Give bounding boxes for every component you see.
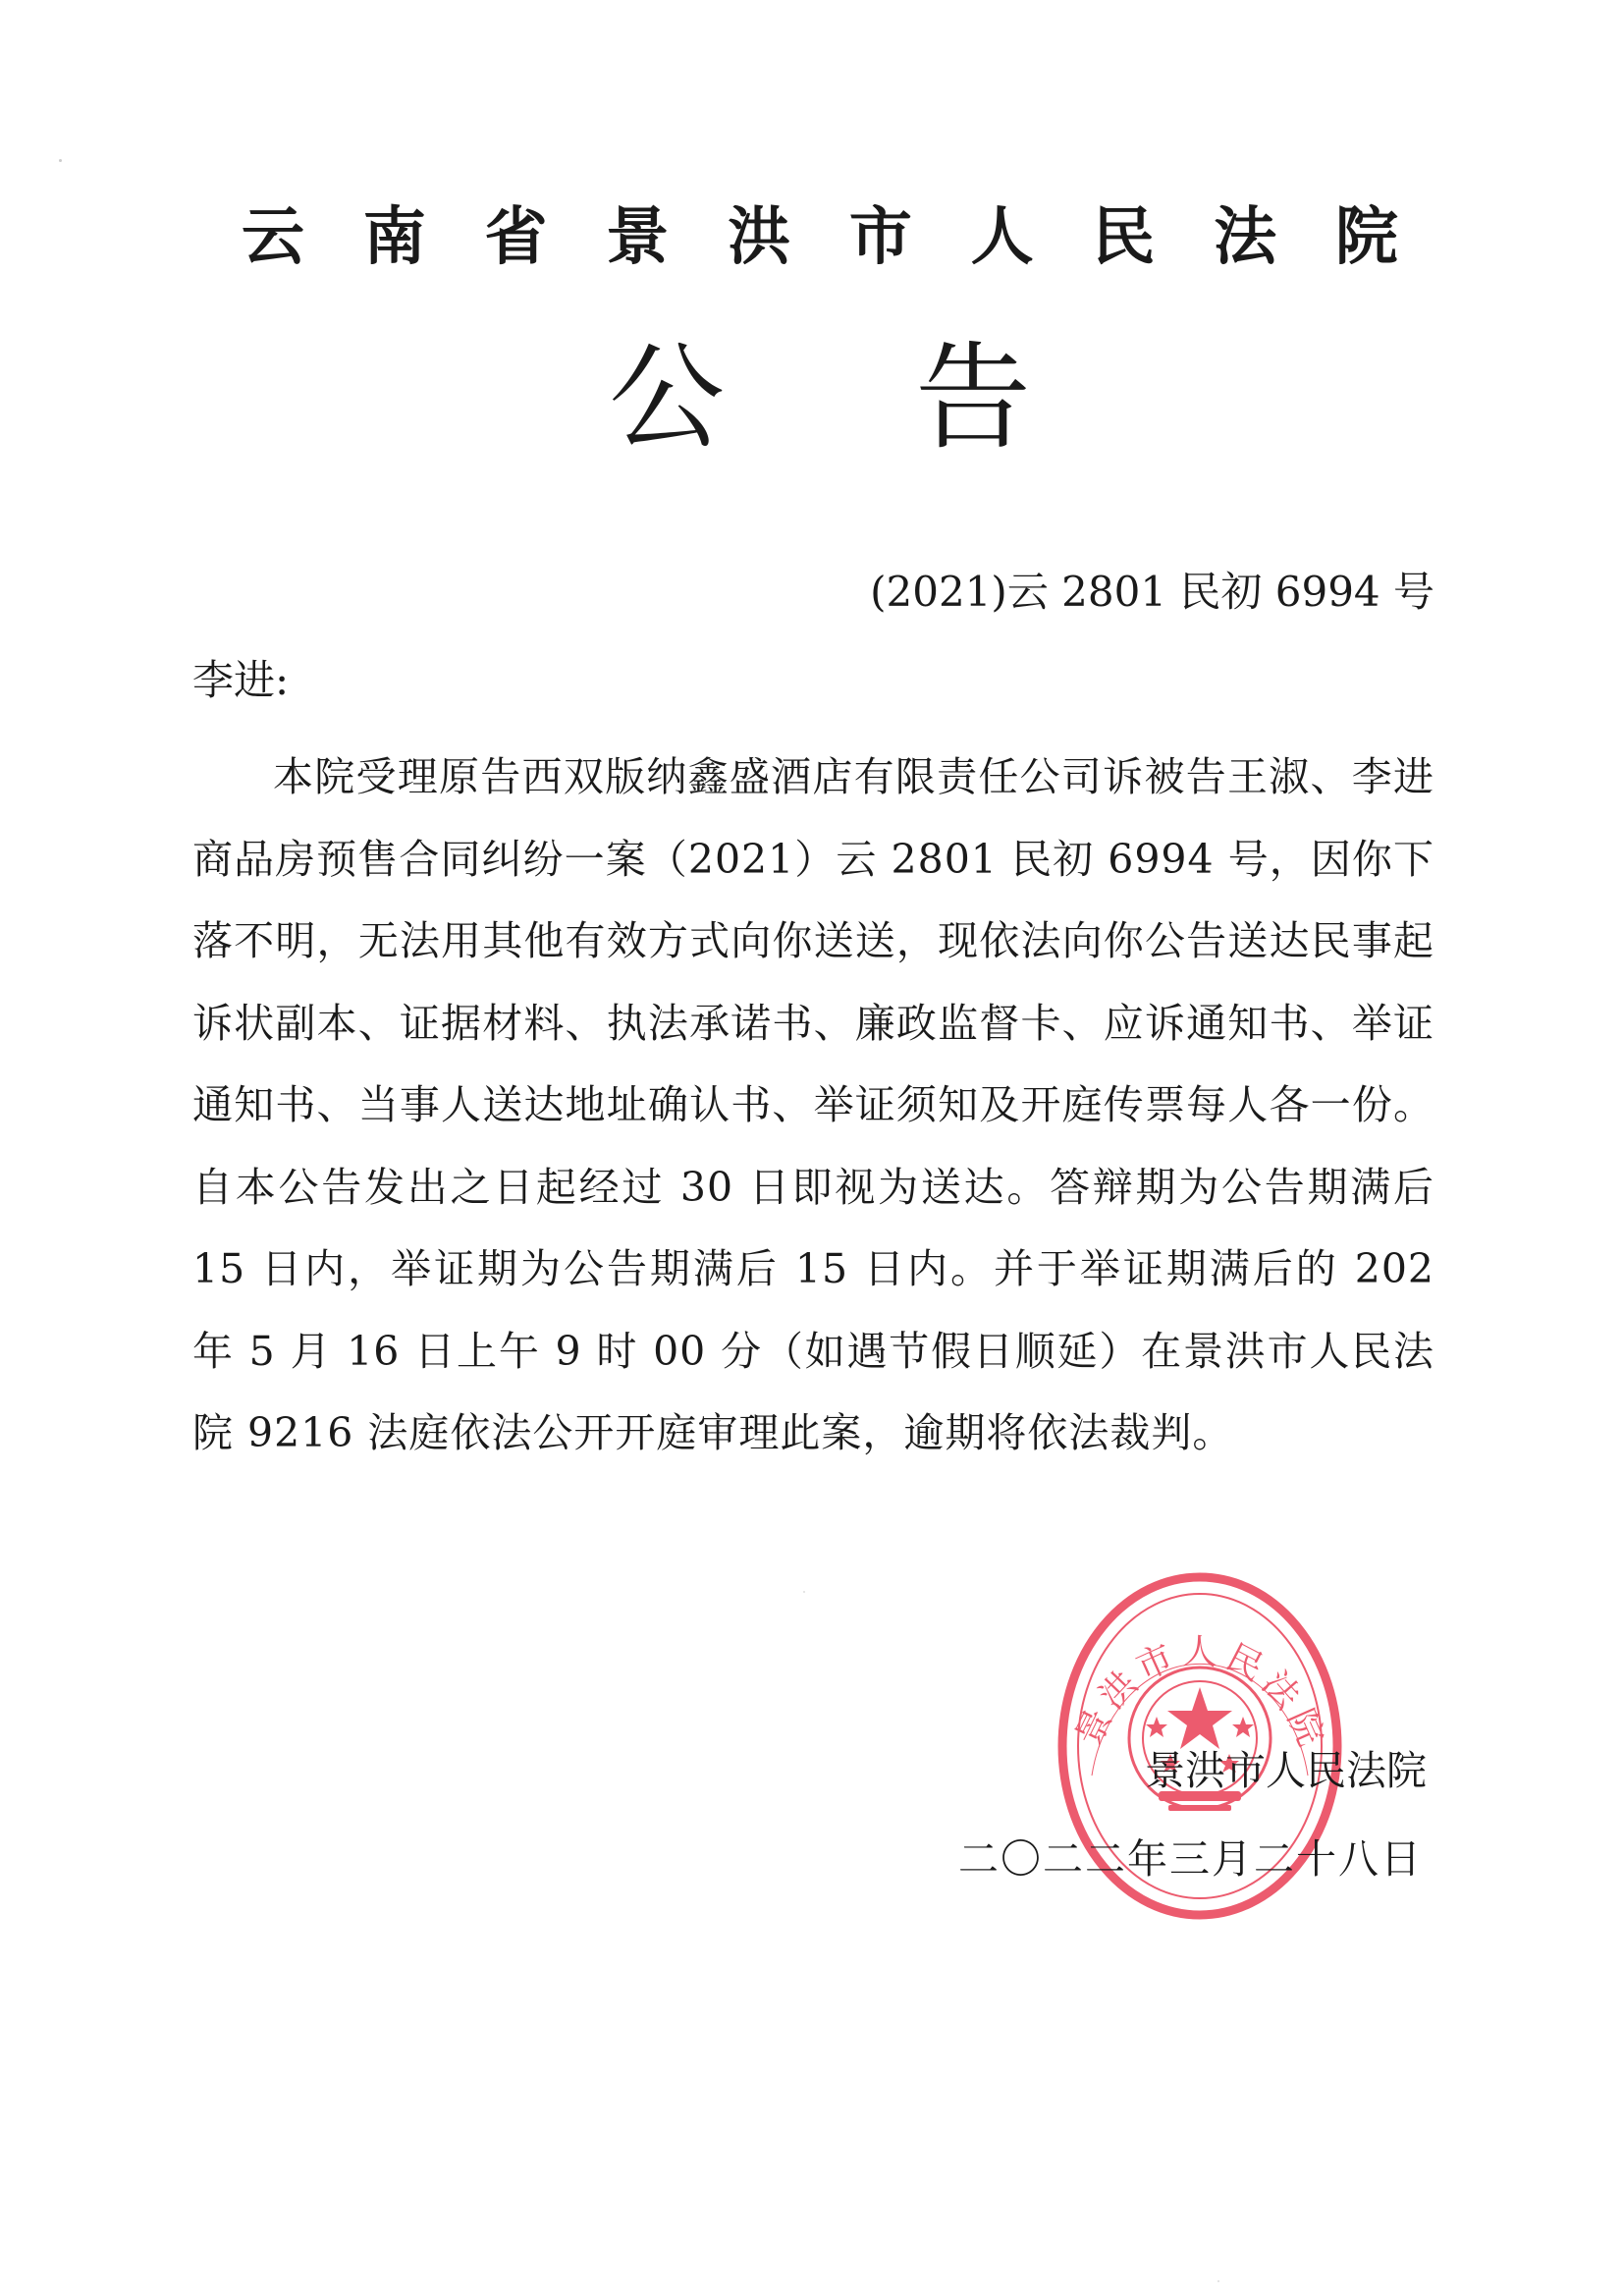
court-name-heading — [241, 187, 1399, 277]
court-name-char: 省 — [484, 201, 548, 274]
addressee: 李进: — [192, 656, 290, 704]
court-name-char: 法 — [1214, 201, 1277, 274]
court-name-char: 南 — [362, 201, 426, 274]
issue-date: 二〇二二年三月二十八日 — [958, 1835, 1423, 1883]
court-name-char: 院 — [1334, 201, 1398, 274]
case-number: (2021)云 2801 民初 6994 号 — [870, 568, 1434, 616]
document-title — [609, 304, 1031, 471]
court-name-char: 民 — [1092, 201, 1156, 274]
seal-arc-text: 景洪市人民法院 — [1068, 1631, 1333, 1758]
signature-court-name: 景洪市人民法院 — [1145, 1747, 1427, 1794]
scan-speck — [59, 159, 62, 162]
court-name-char: 市 — [848, 201, 912, 274]
court-name-char: 洪 — [728, 201, 791, 274]
title-char: 告 — [914, 330, 1031, 465]
title-char: 公 — [609, 330, 726, 465]
notice-body: 本院受理原告西双版纳鑫盛酒店有限责任公司诉被告王淑、李进商品房预售合同纠纷一案（2021）云 2801 民初 6994 号，因你下落不明，无法用其他有效方式向你送送，现依法向你公告送达民事起诉状副本、证据材料、执法承诺书、廉政监督卡、应诉通知书、举证通知书、当事人送达地址确认书、举证须知及开庭传票每人各一份。自本公告发出之日起经过 30 日即视为送达。答辩期为公告期满后 15 日内，举证期为公告期满后 15 日内。并于举证期满后的 202 年 5 月 16 日上午 9 时 00 分（如遇节假日顺延）在景洪市人民法院 9216 法庭依法公开开庭审理此案，逾期将依法裁判。 — [192, 753, 1434, 1456]
scan-speck — [1217, 2280, 1219, 2282]
scan-speck — [803, 1591, 805, 1593]
court-name-char: 人 — [970, 201, 1034, 274]
court-name-char: 云 — [242, 201, 304, 274]
court-name-char: 景 — [606, 201, 670, 274]
